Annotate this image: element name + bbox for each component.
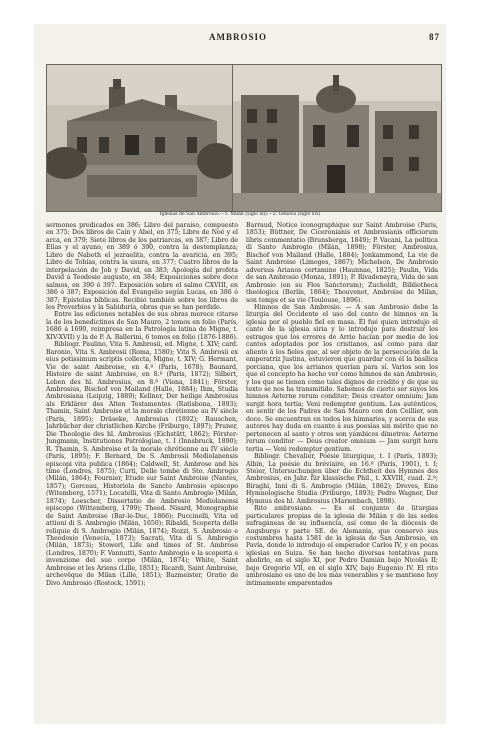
- paragraph: Barraud, Notice iconographique sur Saint Ambroise (París, 1853); Büttner, De Ciceronianis et Ambrosianis officiorum libris commentatio (Brunsberga, 1849); P. Vacani, La politica di Santo Ambrogio (Milán, 1898); Förster, Ambrosius, Bischof von Mailand (Halle, 1884); Jonkammond, La vie de Saint Ambroise (Limoges, 1867); Michelson, De Ambrosio adversus Arianos certamine (Haunnae, 1825); Paulin, Vida de san Ambrosio (Monza, 1891); P. Rivadeneyra, Vida de san Ambrosio (en su Flos Sanctorum); Zucholdt, Bibliotheca theologica (Berlín, 1864); Thouvenot, Ambroise de Milan, son temps et sa vie (Toulouse, 1896).: [246, 222, 438, 304]
- paragraph: Himnos de San Ambrosio. — A san Ambrosio debe la liturgia del Occidente el uso del canto de himnos en la iglesia por el pueblo fiel en masa. Él fué quien introdujo el canto de la iglesia siria y lo introdujo para destruir los estragos que los errores de Arrio hacían por medio de los cantos adoptados por los cristianos, así como para dar aliento á los fieles que, al ser objeto de la persecución de la emperatriz Justina, estuvieron que guardar con él la basílica porciana, que los arrianos querían para sí. Varios son los que el concepto ha hecho ver como himnos de san Ambrosio, y los que se tienen como tales dignos de crédito y de que su texto se nos ha transmitido. Sabemos de cierto ser suyos los himnos Aeterne rerum conditor; Deus creator omnium; Jam surgit hora tertia; Veni redemptor gentium. Los auténticos, en sentir de los Padres de San Mauro con don Ceillier, son doce. Se encuentran en todos los himnarios, y acerca de sus autores hay duda en cuanto á sus poesías sin mérito que no pertenecen al santo y otros son yámbicos dímetros: Aeterne rerum conditor — Deus creator omnium — Jam surgit hora tertia — Veni redemptor gentium.: [246, 303, 438, 453]
- photo-church-milan: [46, 64, 234, 212]
- photo-church-genoa: [232, 64, 442, 212]
- running-title: AMBROSIO: [209, 32, 268, 42]
- figure-caption: Iglesias de San Ambrosio.—1. Milán (siglo xii).—2. Génova (siglo xvi): [159, 212, 321, 217]
- text-column-right: [246, 222, 438, 714]
- document-page: [34, 24, 446, 724]
- paragraph: sermones predicados en 386; Libro del paraíso, compuesto en 375; Dos libros de Caín y Abel, en 375; Libro de Noé y el arca, en 379; Siete libros de los patriarcas, en 387; Libro de Elías y el ayuno, en 389 ó 390, contra la destemplanza; Libro de Naboth el jezraelita, contra la avaricia, en 395; Libro de Tobías, contra la usura, en 377; Cuatro libros de la interpelación de Job y David, en 383; Apología del profeta David á Teodosio augusto, en 384; Exposiciones sobre doce salmos, en 390 ó 397. Exposición sobre el salmo CXVIII, en 386 ó 387; Exposición del Evangelio según Lucas, en 386 ó 387; Epístolas bíblicas. Recibió también sobre los libros de los Proverbios y la Sabiduría, obras que se han perdido.: [46, 222, 238, 311]
- paragraph: Bibliogr. Paulino, Vita S. Ambrosii, ed. Migne, t. XIV; card. Baronio, Vita S. Ambrosii (Roma, 1580); Vita S. Ambrosii ex eius potissimum scriptis collecta, Migne, t. XIV; G. Hermant, Vie de saint Ambroise, en 4.º (París, 1678); Baunard, Histoire de saint Ambroise, en 8.º (París, 1872); Silbert, Leben des hl. Ambrosius, en 8.º (Viena, 1841); Förster, Ambrosius, Bischof von Mailand (Halle, 1884); Ihm, Studia Ambrosiana (Leipzig, 1889); Kellner, Der heilige Ambrosius als Erklärer des Alten Testamentes (Ratisbona, 1893); Thamin, Saint Ambroise et la morale chrétienne au IV siècle (París, 1895); Dräseke, Ambrosius (1892); Rauschen, Jahrbücher der christlichen Kirche (Friburgo, 1897); Pruner, Die Theologie des hl. Ambrosius (Eichstätt, 1862); Förster-Jungmann, Institutiones Patrologiae, t. I (Innsbruck, 1890); R. Thamin, S. Ambroise et la morale chrétienne au IV siècle (París, 1895); F. Bernard, De S. Ambrosii Mediolanensis episcopi vita publica (1864); Caldwell, St. Ambrose and his time (Londres, 1875); Curti, Delle tombe di Sto. Ambrogio (Milán, 1864); Fournier, Etude sur Saint Ambroise (Nantes, 1857); Gerceau, Historiola de Sancto Ambrosio episcopo (Witemberg, 1571); Locatelli, Vita di Santo Ambrogio (Milán, 1874); Loescher, Dissertatio de Ambrosio Mediolanensi episcopo (Wittemberg, 1799); Theod. Nisard, Monographie de Saint Ambroise (Bar-le-Duc, 1866); Puccinelli, Vita ed attioni di S. Ambrogio (Milán, 1650); Ribaldi, Scoperta delle reliquie di S. Ambrogio (Milán, 1874); Rozzi, S. Ambrosio e Theodosio (Venecia, 1873); Sacrati, Vita di S. Ambrogio (Milán, 1873); Stowerl, Life and times of St. Ambrose (Londres, 1870); F. Vannutti, Santo Ambrogio e la scoperta e invenzione del suo corpo (Milán, 1874); White, Saint Ambroise et les Ariens (Lille, 1851); Ricardi, Saint Ambroise, archevêque de Milan (Lille, 1851); Bazmeister, Oratio de Divo Ambrosio (Rostock, 1591);: [46, 341, 238, 587]
- engraving-milan: [47, 65, 233, 211]
- page-header: [34, 32, 446, 44]
- engraving-genoa: [233, 65, 441, 211]
- paragraph: Bibliogr. Chevalier, Poésie liturgique, t. I (París, 1893); Albin, La poésie du bréviaire, en 16.º (París, 1901), t. I; Steier, Untersuchungen über die Echtheit des Hymnes des Ambrosius, en Jahr. für klassische Phil., t. XXVIII, cuad. 2.º; Biraghi, Inni di S. Ambrogio (Milán, 1862); Dreves, Eine Hymnologische Studia (Friburgo, 1893); Pedro Wagner, Der Hymnus des hl. Ambrosius (Marienbach, 1898).: [246, 453, 438, 505]
- paragraph: Rito ambrosiano. — Es el conjunto de liturgias particulares propias de la iglesia de Milán y de las sedes sufragáneas de su influencia, así como de la diócesis de Augsburgo y parte SE. de Alemania, que conservó sus costumbres hasta 1581 de la iglesia de San Ambrosio, en Pavía, donde lo introdujo el emperador Carlos IV, y en pocas iglesias en Suiza. Se han hecho diversas tentativas para abolirlo, en el siglo XI, por Pedro Damián bajo Nicolás II; bajo Gregorio VII, en el siglo XIV, bajo Eugenio IV. El rito ambrosiano es uno de los más venerables y se mantiene hoy íntimamente emparentados: [246, 505, 438, 587]
- text-column-left: [46, 222, 238, 714]
- page-number: 87: [429, 32, 440, 42]
- paragraph: Entre las ediciones notables de sus obras merece citarse la de los benedictinos de San Mauro, 2 tomos en folio (París, 1686 á 1690, reimpresa en la Patrología latina de Migne, t. XIV-XVII) y la de P. A. Ballerini, 6 tomos en folio (1876-1886).: [46, 311, 238, 341]
